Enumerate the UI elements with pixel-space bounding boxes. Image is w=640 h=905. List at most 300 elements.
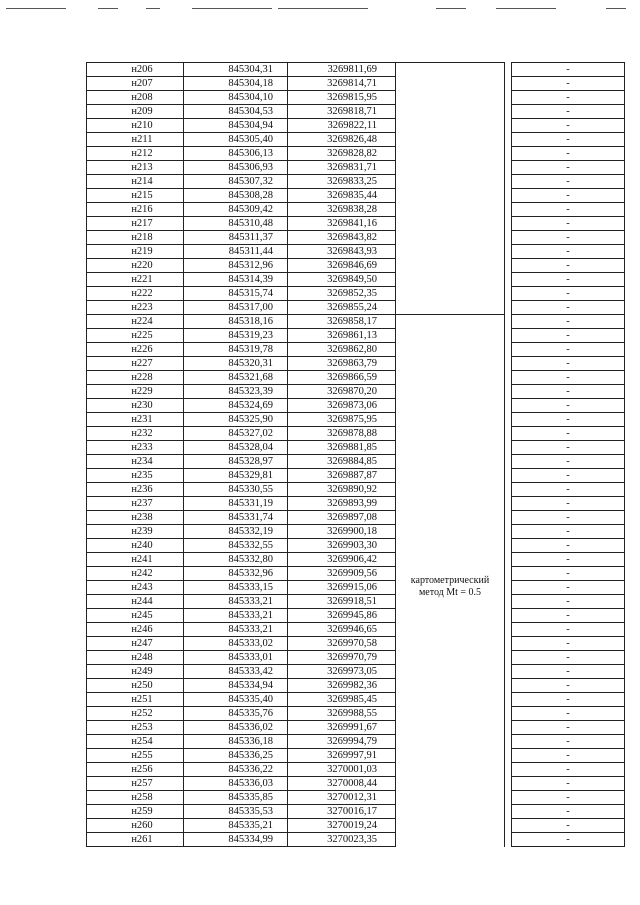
dash-cell: - bbox=[512, 427, 625, 441]
column-gap bbox=[505, 819, 512, 833]
y-coordinate-cell: 3269887,87 bbox=[288, 469, 396, 483]
point-id-cell: н209 bbox=[87, 105, 184, 119]
y-coordinate-cell: 3269903,30 bbox=[288, 539, 396, 553]
x-coordinate-cell: 845334,99 bbox=[184, 833, 288, 847]
table-row bbox=[87, 623, 625, 637]
table-row bbox=[87, 777, 625, 791]
column-gap bbox=[505, 413, 512, 427]
column-gap bbox=[505, 287, 512, 301]
x-coordinate-cell: 845336,18 bbox=[184, 735, 288, 749]
y-coordinate-cell: 3269833,25 bbox=[288, 175, 396, 189]
dash-cell: - bbox=[512, 581, 625, 595]
column-gap bbox=[505, 399, 512, 413]
point-id-cell: н260 bbox=[87, 819, 184, 833]
point-id-cell: н214 bbox=[87, 175, 184, 189]
y-coordinate-cell: 3269985,45 bbox=[288, 693, 396, 707]
column-gap bbox=[505, 63, 512, 77]
x-coordinate-cell: 845307,32 bbox=[184, 175, 288, 189]
column-gap bbox=[505, 749, 512, 763]
dash-cell: - bbox=[512, 679, 625, 693]
dash-cell: - bbox=[512, 301, 625, 315]
y-coordinate-cell: 3269915,06 bbox=[288, 581, 396, 595]
point-id-cell: н232 bbox=[87, 427, 184, 441]
y-coordinate-cell: 3269826,48 bbox=[288, 133, 396, 147]
dash-cell: - bbox=[512, 665, 625, 679]
table-row bbox=[87, 511, 625, 525]
x-coordinate-cell: 845336,22 bbox=[184, 763, 288, 777]
method-cell bbox=[396, 315, 505, 847]
x-coordinate-cell: 845306,93 bbox=[184, 161, 288, 175]
column-gap bbox=[505, 497, 512, 511]
table-row bbox=[87, 525, 625, 539]
table-row bbox=[87, 679, 625, 693]
y-coordinate-cell: 3269861,13 bbox=[288, 329, 396, 343]
table-row bbox=[87, 399, 625, 413]
dash-cell: - bbox=[512, 623, 625, 637]
table-row bbox=[87, 287, 625, 301]
column-gap bbox=[505, 763, 512, 777]
table-row bbox=[87, 819, 625, 833]
x-coordinate-cell: 845319,78 bbox=[184, 343, 288, 357]
x-coordinate-cell: 845333,21 bbox=[184, 609, 288, 623]
y-coordinate-cell: 3269906,42 bbox=[288, 553, 396, 567]
point-id-cell: н239 bbox=[87, 525, 184, 539]
y-coordinate-cell: 3269973,05 bbox=[288, 665, 396, 679]
point-id-cell: н211 bbox=[87, 133, 184, 147]
y-coordinate-cell: 3269855,24 bbox=[288, 301, 396, 315]
y-coordinate-cell: 3269873,06 bbox=[288, 399, 396, 413]
dash-cell: - bbox=[512, 63, 625, 77]
table-row bbox=[87, 735, 625, 749]
dash-cell: - bbox=[512, 343, 625, 357]
y-coordinate-cell: 3269970,58 bbox=[288, 637, 396, 651]
table-row bbox=[87, 539, 625, 553]
x-coordinate-cell: 845331,74 bbox=[184, 511, 288, 525]
point-id-cell: н238 bbox=[87, 511, 184, 525]
table-row bbox=[87, 441, 625, 455]
y-coordinate-cell: 3269835,44 bbox=[288, 189, 396, 203]
dash-cell: - bbox=[512, 189, 625, 203]
dash-cell: - bbox=[512, 399, 625, 413]
column-gap bbox=[505, 539, 512, 553]
y-coordinate-cell: 3269858,17 bbox=[288, 315, 396, 329]
y-coordinate-cell: 3269890,92 bbox=[288, 483, 396, 497]
column-gap bbox=[505, 623, 512, 637]
y-coordinate-cell: 3269945,86 bbox=[288, 609, 396, 623]
dash-cell: - bbox=[512, 273, 625, 287]
column-gap bbox=[505, 805, 512, 819]
dash-cell: - bbox=[512, 91, 625, 105]
point-id-cell: н247 bbox=[87, 637, 184, 651]
y-coordinate-cell: 3269838,28 bbox=[288, 203, 396, 217]
y-coordinate-cell: 3269822,11 bbox=[288, 119, 396, 133]
table-row bbox=[87, 455, 625, 469]
column-gap bbox=[505, 553, 512, 567]
column-gap bbox=[505, 315, 512, 329]
x-coordinate-cell: 845311,44 bbox=[184, 245, 288, 259]
table-row bbox=[87, 665, 625, 679]
point-id-cell: н253 bbox=[87, 721, 184, 735]
point-id-cell: н250 bbox=[87, 679, 184, 693]
column-gap bbox=[505, 665, 512, 679]
point-id-cell: н255 bbox=[87, 749, 184, 763]
point-id-cell: н227 bbox=[87, 357, 184, 371]
column-gap bbox=[505, 735, 512, 749]
x-coordinate-cell: 845336,03 bbox=[184, 777, 288, 791]
point-id-cell: н210 bbox=[87, 119, 184, 133]
x-coordinate-cell: 845311,37 bbox=[184, 231, 288, 245]
y-coordinate-cell: 3269918,51 bbox=[288, 595, 396, 609]
column-gap bbox=[505, 385, 512, 399]
x-coordinate-cell: 845333,42 bbox=[184, 665, 288, 679]
column-gap bbox=[505, 483, 512, 497]
point-id-cell: н217 bbox=[87, 217, 184, 231]
column-gap bbox=[505, 693, 512, 707]
x-coordinate-cell: 845315,74 bbox=[184, 287, 288, 301]
dash-cell: - bbox=[512, 497, 625, 511]
point-id-cell: н230 bbox=[87, 399, 184, 413]
table-row bbox=[87, 833, 625, 847]
dash-cell: - bbox=[512, 511, 625, 525]
x-coordinate-cell: 845318,16 bbox=[184, 315, 288, 329]
x-coordinate-cell: 845333,01 bbox=[184, 651, 288, 665]
dash-cell: - bbox=[512, 231, 625, 245]
point-id-cell: н208 bbox=[87, 91, 184, 105]
y-coordinate-cell: 3269897,08 bbox=[288, 511, 396, 525]
dash-cell: - bbox=[512, 133, 625, 147]
x-coordinate-cell: 845332,96 bbox=[184, 567, 288, 581]
y-coordinate-cell: 3269866,59 bbox=[288, 371, 396, 385]
point-id-cell: н259 bbox=[87, 805, 184, 819]
point-id-cell: н249 bbox=[87, 665, 184, 679]
y-coordinate-cell: 3269811,69 bbox=[288, 63, 396, 77]
y-coordinate-cell: 3270016,17 bbox=[288, 805, 396, 819]
x-coordinate-cell: 845333,15 bbox=[184, 581, 288, 595]
column-gap bbox=[505, 343, 512, 357]
x-coordinate-cell: 845304,18 bbox=[184, 77, 288, 91]
x-coordinate-cell: 845324,69 bbox=[184, 399, 288, 413]
point-id-cell: н224 bbox=[87, 315, 184, 329]
x-coordinate-cell: 845320,31 bbox=[184, 357, 288, 371]
table-row bbox=[87, 497, 625, 511]
column-gap bbox=[505, 679, 512, 693]
column-gap bbox=[505, 119, 512, 133]
table-row bbox=[87, 77, 625, 91]
point-id-cell: н242 bbox=[87, 567, 184, 581]
column-gap bbox=[505, 105, 512, 119]
column-gap bbox=[505, 511, 512, 525]
table-row bbox=[87, 147, 625, 161]
table-row bbox=[87, 217, 625, 231]
table-row bbox=[87, 749, 625, 763]
table-row bbox=[87, 133, 625, 147]
table-row bbox=[87, 791, 625, 805]
x-coordinate-cell: 845304,31 bbox=[184, 63, 288, 77]
dash-cell: - bbox=[512, 357, 625, 371]
dash-cell: - bbox=[512, 819, 625, 833]
dash-cell: - bbox=[512, 609, 625, 623]
table-row bbox=[87, 637, 625, 651]
dash-cell: - bbox=[512, 119, 625, 133]
point-id-cell: н236 bbox=[87, 483, 184, 497]
coordinates-table-body bbox=[87, 63, 625, 847]
y-coordinate-cell: 3269994,79 bbox=[288, 735, 396, 749]
column-gap bbox=[505, 133, 512, 147]
column-gap bbox=[505, 469, 512, 483]
y-coordinate-cell: 3269843,82 bbox=[288, 231, 396, 245]
y-coordinate-cell: 3269909,56 bbox=[288, 567, 396, 581]
point-id-cell: н245 bbox=[87, 609, 184, 623]
y-coordinate-cell: 3269852,35 bbox=[288, 287, 396, 301]
table-row bbox=[87, 91, 625, 105]
dash-cell: - bbox=[512, 525, 625, 539]
y-coordinate-cell: 3269881,85 bbox=[288, 441, 396, 455]
table-row bbox=[87, 693, 625, 707]
dash-cell: - bbox=[512, 791, 625, 805]
point-id-cell: н220 bbox=[87, 259, 184, 273]
column-gap bbox=[505, 441, 512, 455]
table-row bbox=[87, 721, 625, 735]
column-gap bbox=[505, 91, 512, 105]
table-row bbox=[87, 595, 625, 609]
x-coordinate-cell: 845331,19 bbox=[184, 497, 288, 511]
point-id-cell: н206 bbox=[87, 63, 184, 77]
point-id-cell: н207 bbox=[87, 77, 184, 91]
point-id-cell: н252 bbox=[87, 707, 184, 721]
y-coordinate-cell: 3269831,71 bbox=[288, 161, 396, 175]
x-coordinate-cell: 845308,28 bbox=[184, 189, 288, 203]
table-row bbox=[87, 175, 625, 189]
x-coordinate-cell: 845306,13 bbox=[184, 147, 288, 161]
column-gap bbox=[505, 231, 512, 245]
point-id-cell: н228 bbox=[87, 371, 184, 385]
x-coordinate-cell: 845333,21 bbox=[184, 623, 288, 637]
column-gap bbox=[505, 77, 512, 91]
column-gap bbox=[505, 721, 512, 735]
x-coordinate-cell: 845335,53 bbox=[184, 805, 288, 819]
x-coordinate-cell: 845335,21 bbox=[184, 819, 288, 833]
table-row bbox=[87, 189, 625, 203]
column-gap bbox=[505, 147, 512, 161]
dash-cell: - bbox=[512, 595, 625, 609]
y-coordinate-cell: 3269863,79 bbox=[288, 357, 396, 371]
point-id-cell: н213 bbox=[87, 161, 184, 175]
column-gap bbox=[505, 833, 512, 847]
point-id-cell: н233 bbox=[87, 441, 184, 455]
x-coordinate-cell: 845332,55 bbox=[184, 539, 288, 553]
x-coordinate-cell: 845309,42 bbox=[184, 203, 288, 217]
y-coordinate-cell: 3270012,31 bbox=[288, 791, 396, 805]
y-coordinate-cell: 3269815,95 bbox=[288, 91, 396, 105]
column-gap bbox=[505, 357, 512, 371]
dash-cell: - bbox=[512, 287, 625, 301]
dash-cell: - bbox=[512, 707, 625, 721]
table-row bbox=[87, 273, 625, 287]
table-row bbox=[87, 609, 625, 623]
coordinates-table bbox=[86, 62, 625, 847]
x-coordinate-cell: 845328,04 bbox=[184, 441, 288, 455]
point-id-cell: н251 bbox=[87, 693, 184, 707]
column-gap bbox=[505, 777, 512, 791]
dash-cell: - bbox=[512, 245, 625, 259]
y-coordinate-cell: 3269878,88 bbox=[288, 427, 396, 441]
table-row bbox=[87, 203, 625, 217]
dash-cell: - bbox=[512, 175, 625, 189]
x-coordinate-cell: 845335,76 bbox=[184, 707, 288, 721]
dash-cell: - bbox=[512, 315, 625, 329]
point-id-cell: н231 bbox=[87, 413, 184, 427]
table-row bbox=[87, 119, 625, 133]
x-coordinate-cell: 845336,25 bbox=[184, 749, 288, 763]
x-coordinate-cell: 845312,96 bbox=[184, 259, 288, 273]
x-coordinate-cell: 845332,80 bbox=[184, 553, 288, 567]
y-coordinate-cell: 3269893,99 bbox=[288, 497, 396, 511]
column-gap bbox=[505, 637, 512, 651]
point-id-cell: н237 bbox=[87, 497, 184, 511]
point-id-cell: н257 bbox=[87, 777, 184, 791]
dash-cell: - bbox=[512, 553, 625, 567]
column-gap bbox=[505, 189, 512, 203]
dash-cell: - bbox=[512, 483, 625, 497]
y-coordinate-cell: 3270001,03 bbox=[288, 763, 396, 777]
dash-cell: - bbox=[512, 749, 625, 763]
column-gap bbox=[505, 791, 512, 805]
x-coordinate-cell: 845321,68 bbox=[184, 371, 288, 385]
x-coordinate-cell: 845323,39 bbox=[184, 385, 288, 399]
table-row bbox=[87, 245, 625, 259]
y-coordinate-cell: 3270019,24 bbox=[288, 819, 396, 833]
y-coordinate-cell: 3269862,80 bbox=[288, 343, 396, 357]
point-id-cell: н215 bbox=[87, 189, 184, 203]
point-id-cell: н246 bbox=[87, 623, 184, 637]
table-row bbox=[87, 161, 625, 175]
point-id-cell: н223 bbox=[87, 301, 184, 315]
point-id-cell: н244 bbox=[87, 595, 184, 609]
top-scan-line bbox=[6, 8, 634, 10]
table-row bbox=[87, 763, 625, 777]
dash-cell: - bbox=[512, 805, 625, 819]
column-gap bbox=[505, 371, 512, 385]
dash-cell: - bbox=[512, 147, 625, 161]
x-coordinate-cell: 845319,23 bbox=[184, 329, 288, 343]
y-coordinate-cell: 3269846,69 bbox=[288, 259, 396, 273]
x-coordinate-cell: 845325,90 bbox=[184, 413, 288, 427]
dash-cell: - bbox=[512, 567, 625, 581]
point-id-cell: н225 bbox=[87, 329, 184, 343]
table-row bbox=[87, 553, 625, 567]
x-coordinate-cell: 845334,94 bbox=[184, 679, 288, 693]
column-gap bbox=[505, 301, 512, 315]
method-cell-top bbox=[396, 63, 505, 315]
dash-cell: - bbox=[512, 203, 625, 217]
y-coordinate-cell: 3269843,93 bbox=[288, 245, 396, 259]
point-id-cell: н212 bbox=[87, 147, 184, 161]
point-id-cell: н234 bbox=[87, 455, 184, 469]
column-gap bbox=[505, 175, 512, 189]
x-coordinate-cell: 845304,94 bbox=[184, 119, 288, 133]
dash-cell: - bbox=[512, 413, 625, 427]
y-coordinate-cell: 3269814,71 bbox=[288, 77, 396, 91]
table-row bbox=[87, 427, 625, 441]
x-coordinate-cell: 845327,02 bbox=[184, 427, 288, 441]
dash-cell: - bbox=[512, 721, 625, 735]
point-id-cell: н261 bbox=[87, 833, 184, 847]
dash-cell: - bbox=[512, 259, 625, 273]
x-coordinate-cell: 845328,97 bbox=[184, 455, 288, 469]
x-coordinate-cell: 845317,00 bbox=[184, 301, 288, 315]
y-coordinate-cell: 3269828,82 bbox=[288, 147, 396, 161]
point-id-cell: н248 bbox=[87, 651, 184, 665]
point-id-cell: н221 bbox=[87, 273, 184, 287]
x-coordinate-cell: 845332,19 bbox=[184, 525, 288, 539]
point-id-cell: н219 bbox=[87, 245, 184, 259]
table-row bbox=[87, 385, 625, 399]
point-id-cell: н241 bbox=[87, 553, 184, 567]
dash-cell: - bbox=[512, 651, 625, 665]
y-coordinate-cell: 3269900,18 bbox=[288, 525, 396, 539]
point-id-cell: н256 bbox=[87, 763, 184, 777]
point-id-cell: н235 bbox=[87, 469, 184, 483]
method-line-2: метод Mt = 0.5 bbox=[418, 587, 482, 598]
table-row bbox=[87, 581, 625, 595]
x-coordinate-cell: 845305,40 bbox=[184, 133, 288, 147]
column-gap bbox=[505, 581, 512, 595]
table-row bbox=[87, 343, 625, 357]
dash-cell: - bbox=[512, 469, 625, 483]
x-coordinate-cell: 845336,02 bbox=[184, 721, 288, 735]
column-gap bbox=[505, 329, 512, 343]
x-coordinate-cell: 845333,21 bbox=[184, 595, 288, 609]
x-coordinate-cell: 845310,48 bbox=[184, 217, 288, 231]
column-gap bbox=[505, 217, 512, 231]
column-gap bbox=[505, 259, 512, 273]
dash-cell: - bbox=[512, 77, 625, 91]
x-coordinate-cell: 845304,53 bbox=[184, 105, 288, 119]
x-coordinate-cell: 845329,81 bbox=[184, 469, 288, 483]
point-id-cell: н226 bbox=[87, 343, 184, 357]
table-row bbox=[87, 567, 625, 581]
point-id-cell: н216 bbox=[87, 203, 184, 217]
column-gap bbox=[505, 707, 512, 721]
table-row bbox=[87, 469, 625, 483]
column-gap bbox=[505, 245, 512, 259]
point-id-cell: н218 bbox=[87, 231, 184, 245]
x-coordinate-cell: 845330,55 bbox=[184, 483, 288, 497]
y-coordinate-cell: 3269841,16 bbox=[288, 217, 396, 231]
table-row bbox=[87, 301, 625, 315]
column-gap bbox=[505, 651, 512, 665]
point-id-cell: н240 bbox=[87, 539, 184, 553]
dash-cell: - bbox=[512, 217, 625, 231]
x-coordinate-cell: 845314,39 bbox=[184, 273, 288, 287]
column-gap bbox=[505, 525, 512, 539]
table-row bbox=[87, 651, 625, 665]
y-coordinate-cell: 3270023,35 bbox=[288, 833, 396, 847]
y-coordinate-cell: 3269988,55 bbox=[288, 707, 396, 721]
column-gap bbox=[505, 609, 512, 623]
table-row bbox=[87, 63, 625, 77]
dash-cell: - bbox=[512, 833, 625, 847]
x-coordinate-cell: 845333,02 bbox=[184, 637, 288, 651]
point-id-cell: н254 bbox=[87, 735, 184, 749]
y-coordinate-cell: 3269818,71 bbox=[288, 105, 396, 119]
method-line-1: картометрический bbox=[410, 575, 490, 586]
point-id-cell: н243 bbox=[87, 581, 184, 595]
table-row bbox=[87, 371, 625, 385]
column-gap bbox=[505, 427, 512, 441]
column-gap bbox=[505, 273, 512, 287]
dash-cell: - bbox=[512, 763, 625, 777]
